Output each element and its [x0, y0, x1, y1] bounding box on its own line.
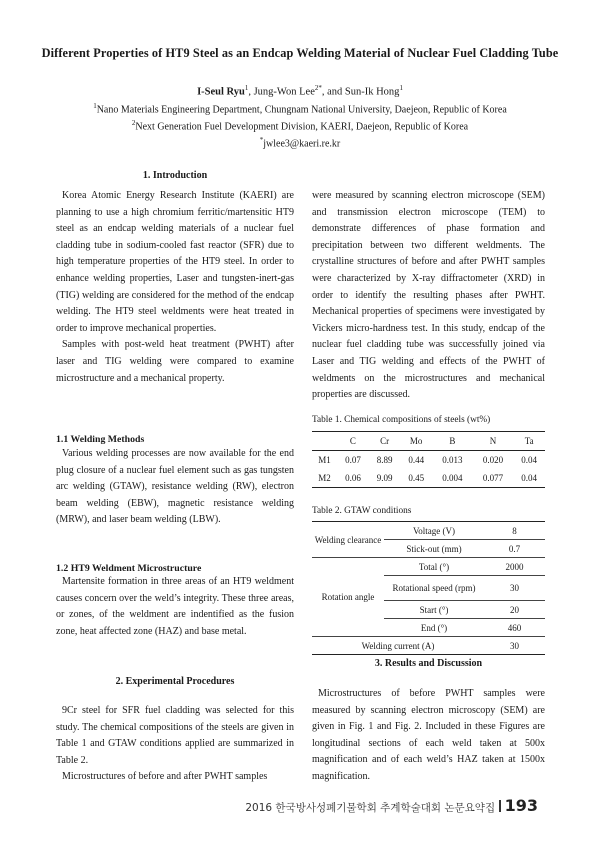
table-1-cell: 0.04 [513, 469, 545, 488]
table-1-header-cell [312, 432, 337, 451]
author-2-sup: 2* [314, 84, 322, 92]
intro-heading: 1. Introduction [142, 170, 208, 181]
author-1-sup: 1 [244, 84, 249, 92]
table-2-value: 30 [484, 576, 545, 601]
table-2-param-label: Total (°) [384, 558, 484, 576]
author-list [0, 84, 600, 98]
table-1-cell: 0.06 [337, 469, 369, 488]
author-2: , Jung-Won Lee [248, 86, 315, 98]
proceedings-title: 2016 한국방사성폐기물학회 추계학술대회 논문요약집 [245, 802, 496, 814]
table-2-value: 0.7 [484, 540, 545, 558]
intro-paragraph-1: Korea Atomic Energy Research Institute (KAERI) are planning to use a high chromium ferritic/martensitic HT9 steel as an endcap welding materials of a nuclear fuel cladding tube in sodium-cooled fast reactor (SFR) due to high temperature properties of the HT9 steel. In order to enhance welding properties, Laser and tungsten-inert-gas (TIG) welding are considered for the method of the endcap welding. The HT9 steel weldments were heat treated in order to improve mechanical properties. [56, 190, 294, 334]
table-2-group-label: Welding clearance [312, 522, 384, 558]
table-1-header-cell: N [473, 432, 514, 451]
table-1-header-cell: C [337, 432, 369, 451]
affiliation-1 [0, 102, 600, 115]
table-1-header-row [312, 432, 545, 451]
table-row [312, 469, 545, 488]
table-2-caption: Table 2. GTAW conditions [312, 506, 412, 516]
table-2-param-label: End (°) [384, 619, 484, 637]
table-1-caption: Table 1. Chemical compositions of steels (wt%) [312, 415, 491, 425]
table-1-cell: 0.45 [400, 469, 432, 488]
table-1-cell: 0.013 [442, 455, 463, 465]
table-2-param-label: Welding current (A) [312, 637, 484, 655]
table-1-cell: 8.89 [376, 455, 393, 465]
table-2-value: 2000 [484, 558, 545, 576]
author-1: I-Seul Ryu [197, 86, 245, 98]
microstructure-heading: 1.2 HT9 Weldment Microstructure [56, 563, 202, 574]
table-2-value: 30 [484, 637, 545, 655]
table-1-header-cell: Mo [400, 432, 432, 451]
table-2-value: 8 [484, 522, 545, 540]
affiliation-2-sup: 2 [131, 119, 136, 127]
email-sup: * [259, 136, 264, 144]
experimental-paragraph-1: 9Cr steel for SFR fuel cladding was selected for this study. The chemical compositions of the steels are given in Table 1 and GTAW conditions applied are summarized in Table 2. [56, 705, 294, 766]
intro-paragraph-2: Samples with post-weld heat treatment (PWHT) after laser and TIG welding were compared to examine microstructure and a mechanical property. [56, 339, 294, 384]
table-1-cell: 0.07 [345, 455, 361, 465]
experimental-body [56, 703, 294, 786]
methods-continued-body [312, 188, 545, 404]
microstructure-body [56, 574, 294, 640]
table-2-param-label: Start (°) [384, 601, 484, 619]
contact-email [0, 136, 600, 149]
intro-body [56, 188, 294, 387]
table-1-cell: 0.04 [521, 455, 538, 465]
table-1-cell: M1 [318, 455, 331, 465]
table-1-header-cell: Ta [513, 432, 545, 451]
table-2-value: 20 [484, 601, 545, 619]
table-2-group-label: Rotation angle [312, 558, 384, 637]
page-footer [245, 796, 538, 815]
table-row [312, 558, 545, 576]
table-2-gtaw-conditions [312, 521, 545, 655]
welding-methods-heading: 1.1 Welding Methods [56, 434, 145, 445]
affiliation-2-text: Next Generation Fuel Development Division, KAERI, Daejeon, Republic of Korea [135, 121, 469, 133]
table-1-cell: 0.020 [482, 455, 504, 465]
affiliation-2 [0, 119, 600, 132]
table-1-chemical-compositions [312, 431, 545, 488]
affiliation-1-sup: 1 [93, 102, 97, 110]
table-row [312, 637, 545, 655]
table-row [312, 522, 545, 540]
affiliation-1-text: Nano Materials Engineering Department, Chungnam National University, Daejeon, Republic of Korea [96, 104, 507, 116]
table-1-header-cell: Cr [369, 432, 401, 451]
results-heading: 3. Results and Discussion [374, 658, 483, 669]
table-1-header-cell: B [432, 432, 473, 451]
welding-methods-body [56, 446, 294, 529]
page-number: 193 [504, 796, 538, 815]
table-2-param-label: Stick-out (mm) [384, 540, 484, 558]
welding-methods-paragraph: Various welding processes are now available for the end plug closure of a nuclear fuel element such as gas tungsten arc welding (GTAW), resistance welding (RW), electron beam welding (EBW), magnetic resistance welding (MRW), and laser beam welding (LBW). [56, 448, 294, 526]
table-2-param-label: Voltage (V) [384, 522, 484, 540]
author-3-sup: 1 [399, 84, 403, 92]
table-1-cell: 0.004 [432, 469, 473, 488]
paper-title: Different Properties of HT9 Steel as an Endcap Welding Material of Nuclear Fuel Cladding Tube [41, 46, 559, 60]
author-3: , and Sun-Ik Hong [321, 86, 400, 98]
experimental-heading: 2. Experimental Procedures [115, 676, 235, 687]
table-1-cell: 0.077 [473, 469, 514, 488]
table-2-param-label: Rotational speed (rpm) [384, 576, 484, 601]
table-1-cell: M2 [312, 469, 337, 488]
table-2-value: 460 [484, 619, 545, 637]
experimental-paragraph-2: Microstructures of before and after PWHT samples [62, 771, 268, 783]
table-1-cell: 9.09 [369, 469, 401, 488]
microstructure-paragraph: Martensite formation in three areas of an HT9 weldment causes concern over the weld’s integrity. These three areas, or zones, of the weldment are indentified as the fusion zone, heat affected zone (HAZ) and base metal. [56, 576, 294, 637]
footer-divider [499, 800, 501, 812]
table-1-cell: 0.44 [408, 455, 425, 465]
table-row [312, 451, 545, 470]
results-body [312, 686, 545, 786]
results-paragraph: Microstructures of before PWHT samples were measured by scanning electron microscopy (SEM) are given in Fig. 1 and Fig. 2. Included in these Figures are longitudinal sections of each weld taken at 500x magnification and of each weld’s HAZ taken at 1500x magnification. [312, 688, 545, 782]
email-text: jwlee3@kaeri.re.kr [263, 138, 341, 150]
methods-continued-paragraph: were measured by scanning electron microscope (SEM) and transmission electron microscope (TEM) to demonstrate differences of phase formation and precipitation between two different weldments. The crystalline structures of before and after PWHT samples were characterized by X-ray diffractometer (XRD) in order to identify the resulting phases after PWHT. Mechanical properties of specimens were investigated by Vickers micro-hardness test. In this study, endcap of the nuclear fuel cladding tube was successfully joined via Laser and TIG welding and effects of the PWHT of weldments on the microstructures and mechanical properties are discussed. [312, 190, 545, 401]
